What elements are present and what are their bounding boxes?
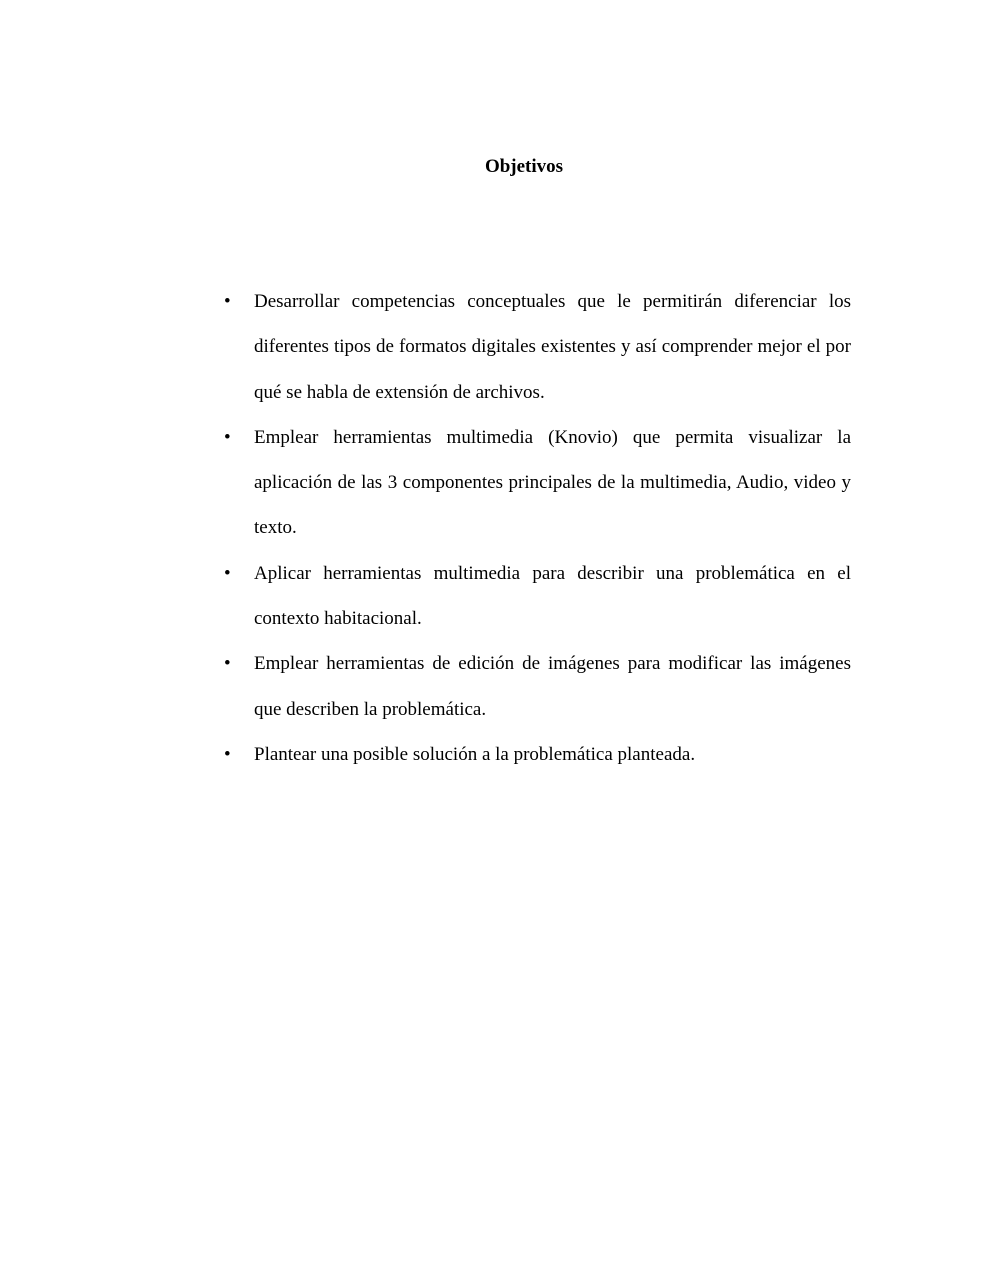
objective-item	[224, 279, 851, 415]
bullet-icon: •	[224, 743, 231, 765]
bullet-icon: •	[224, 562, 231, 584]
objective-text: Emplear herramientas de edición de imágenes para modificar las imágenes que describen la problemática.	[254, 653, 851, 720]
objective-item	[224, 641, 851, 732]
objective-item	[224, 415, 851, 551]
objectives-list	[224, 279, 851, 777]
bullet-icon: •	[224, 291, 231, 312]
bullet-icon: •	[224, 653, 231, 675]
objective-item	[224, 551, 851, 642]
objective-text: Desarrollar competencias conceptuales que le permitirán diferenciar los diferentes tipos de formatos digitales existentes y así comprender mejor el por qué se habla de extensión de archivos.	[254, 291, 851, 403]
page-title: Objetivos	[484, 156, 564, 177]
objective-text: Plantear una posible solución a la problemática planteada.	[254, 743, 696, 765]
objective-item	[224, 732, 851, 777]
objective-text: Emplear herramientas multimedia (Knovio) que permita visualizar la aplicación de las 3 componentes principales de la multimedia, Audio, video y texto.	[254, 426, 851, 539]
objective-text: Aplicar herramientas multimedia para describir una problemática en el contexto habitacional.	[254, 562, 851, 630]
bullet-icon: •	[224, 426, 231, 448]
